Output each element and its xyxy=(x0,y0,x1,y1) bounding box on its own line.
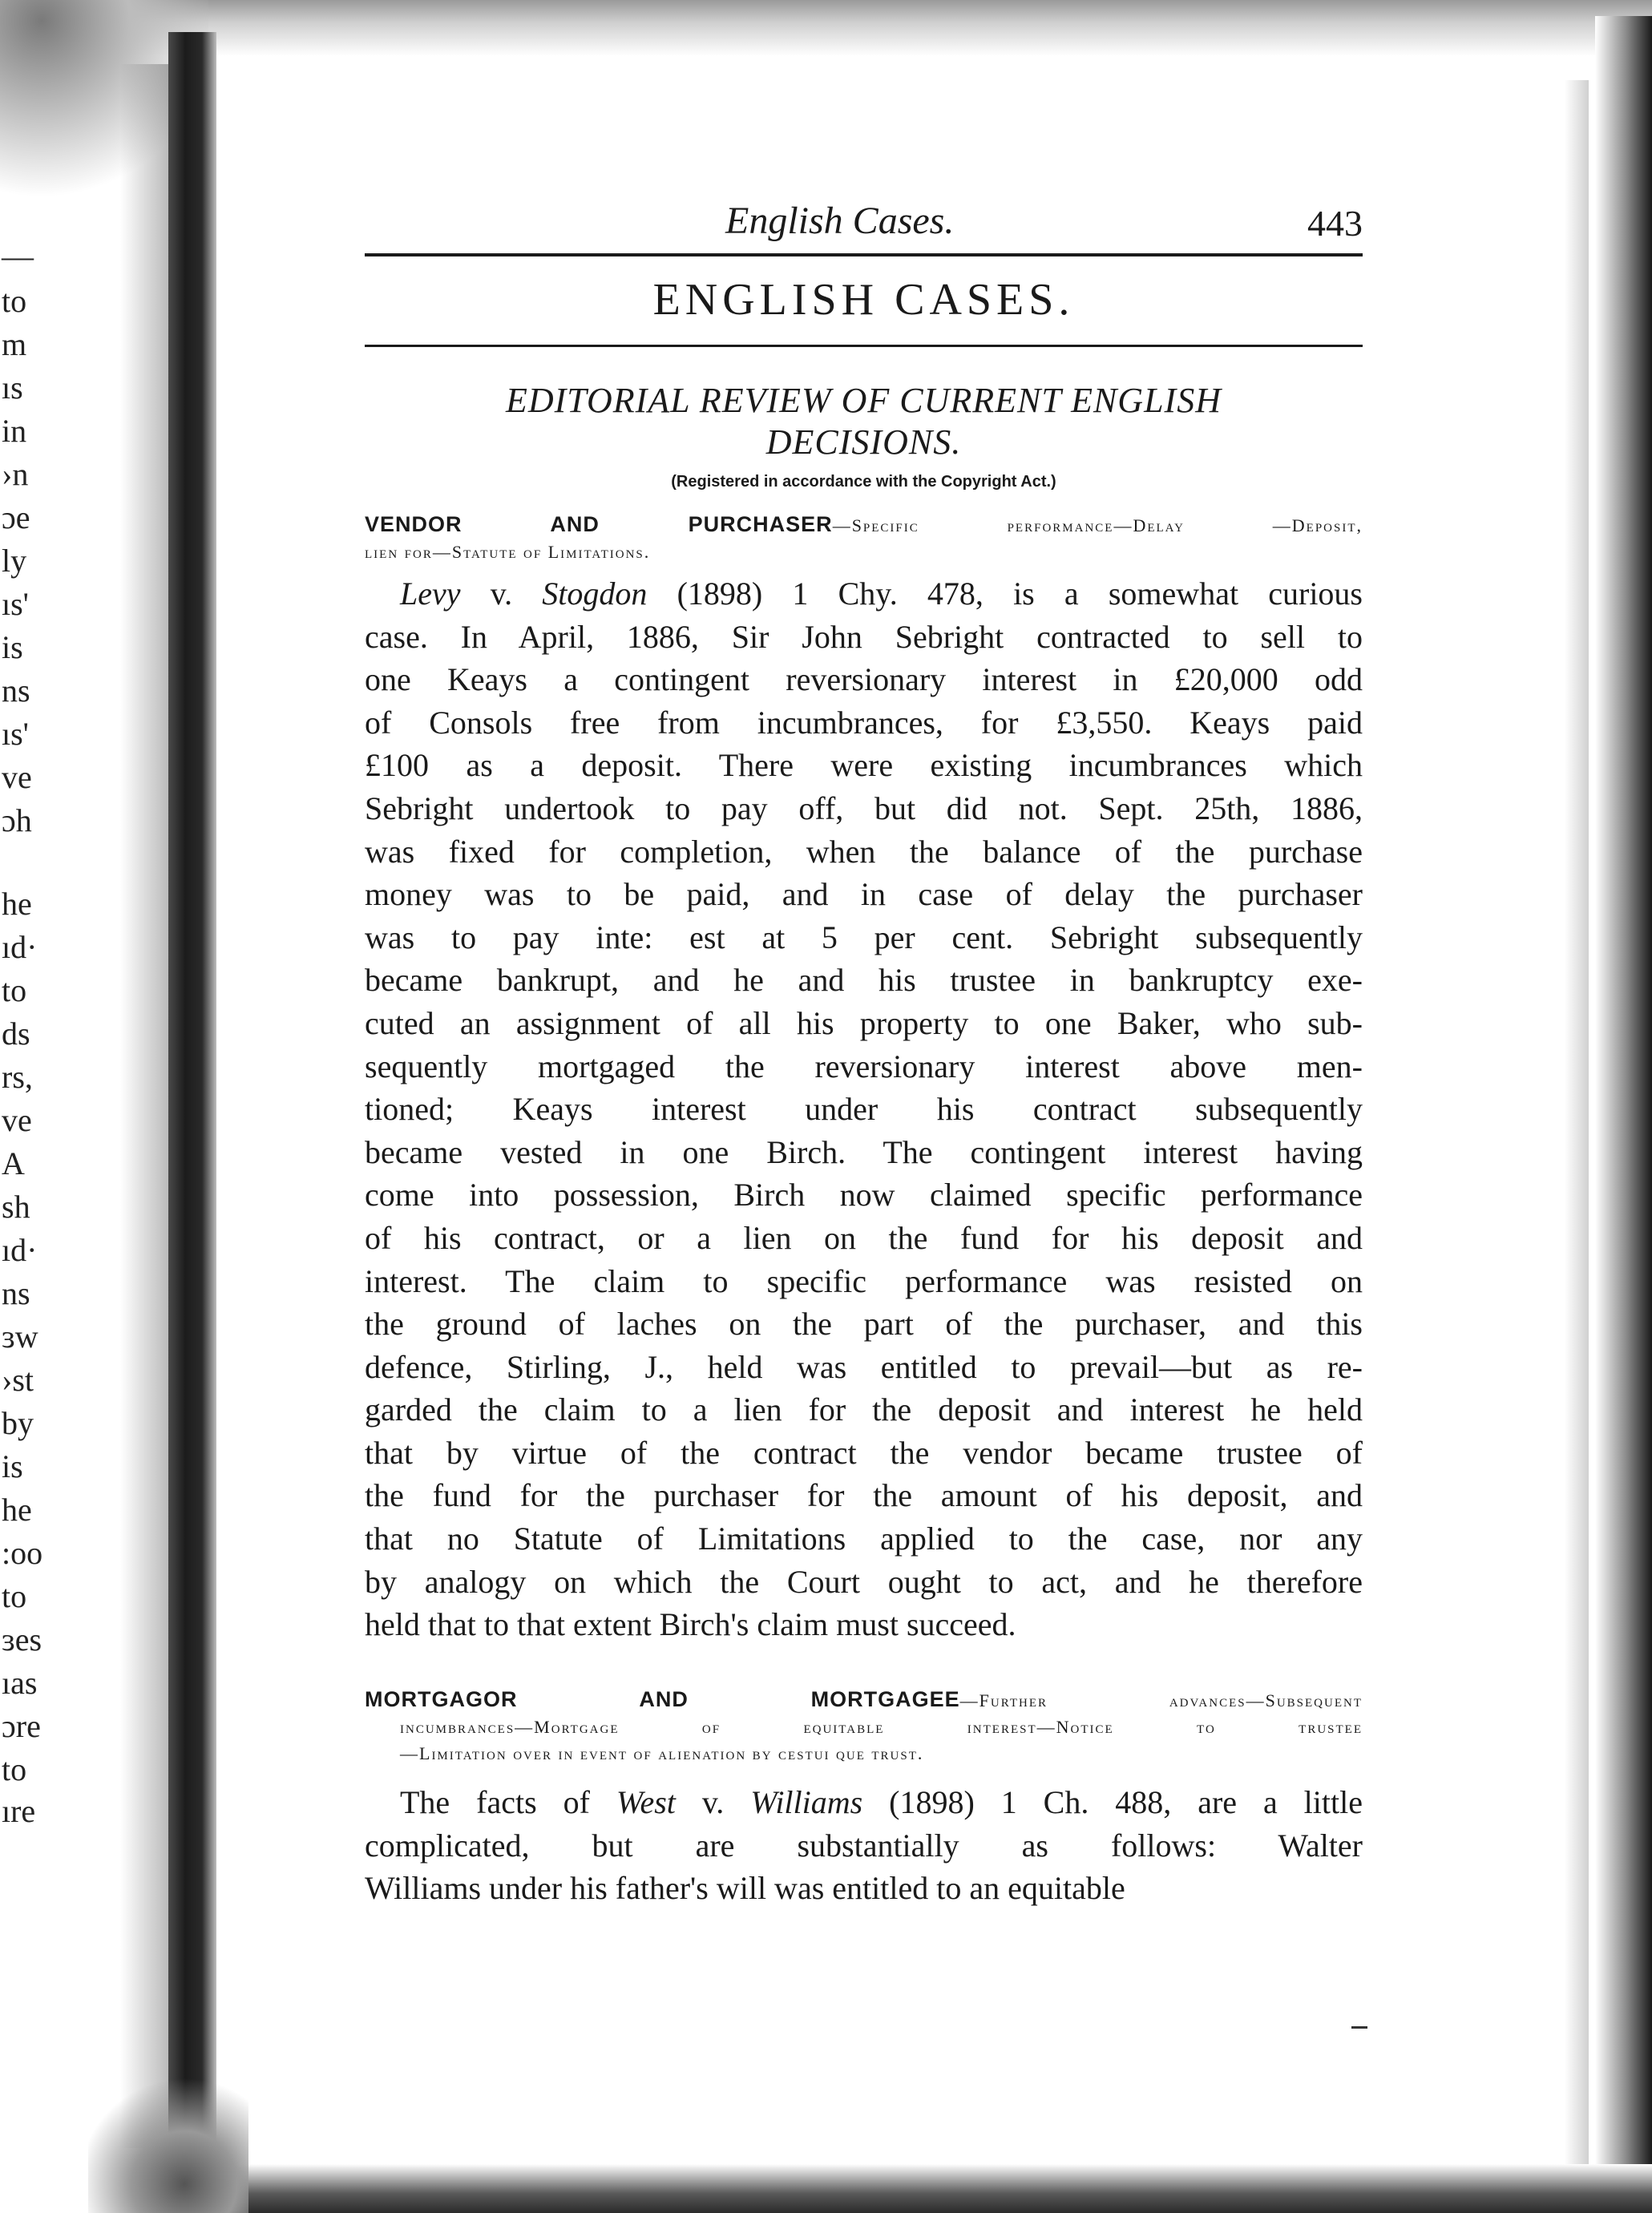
facing-page-fragment: to xyxy=(2,1751,27,1787)
text-run: of his contract, or a lien on the fund for his deposit and xyxy=(365,1219,1363,1256)
text-line xyxy=(365,744,1363,787)
facing-page-fragment: ıs' xyxy=(2,586,29,622)
text-line xyxy=(365,1045,1363,1088)
facing-page-fragment: rs, xyxy=(2,1059,33,1095)
running-title: English Cases. xyxy=(725,200,955,242)
text-line xyxy=(365,959,1363,1002)
facing-page-fragments xyxy=(0,0,96,2213)
case-name: Levy xyxy=(400,575,461,612)
text-line xyxy=(365,1603,1363,1646)
text-run: (1898) 1 Chy. 478, is a somewhat curious xyxy=(647,575,1363,612)
subtitle-line-1: EDITORIAL REVIEW OF CURRENT ENGLISH xyxy=(506,381,1222,420)
text-line xyxy=(365,1088,1363,1131)
header-rule xyxy=(365,253,1363,256)
facing-page-fragment: ɔe xyxy=(2,499,30,535)
facing-page-fragment: sh xyxy=(2,1189,30,1225)
case-heading-topics: —Specific performance—Delay —Deposit, xyxy=(832,515,1363,535)
case-name: West xyxy=(616,1784,676,1820)
facing-page-fragment: he xyxy=(2,1492,32,1528)
case-heading-topics: lien for—Statute of Limitations. xyxy=(365,542,651,562)
facing-page-fragment: :oo xyxy=(2,1535,43,1571)
facing-page-fragment: ıre xyxy=(2,1793,36,1829)
case-heading-vendor-purchaser xyxy=(365,511,1363,565)
text-run: defence, Stirling, J., held was entitled to prevail—but as re- xyxy=(365,1348,1363,1385)
text-line xyxy=(365,616,1363,659)
text-run: sequently mortgaged the reversionary interest above men- xyxy=(365,1048,1363,1084)
text-line xyxy=(365,1173,1363,1217)
text-run: money was to be paid, and in case of delay the purchaser xyxy=(365,876,1363,913)
case-heading-topics: —Further advances—Subsequent xyxy=(959,1690,1363,1710)
text-line xyxy=(365,1781,1363,1824)
running-head xyxy=(365,199,1363,255)
book-binding-gutter xyxy=(168,32,216,2196)
facing-page-fragment: ıas xyxy=(2,1665,38,1701)
facing-page-fragment: ›st xyxy=(2,1362,34,1398)
case-heading-line xyxy=(365,1740,1363,1767)
text-line xyxy=(365,1260,1363,1303)
facing-page-fragment: by xyxy=(2,1405,34,1441)
text-run: the fund for the purchaser for the amount of his deposit, and xyxy=(365,1477,1363,1514)
copyright-note: (Registered in accordance with the Copyright Act.) xyxy=(671,473,1056,491)
text-run: by analogy on which the Court ought to act, and he therefore xyxy=(365,1563,1363,1600)
text-run: complicated, but are substantially as follows: Walter xyxy=(365,1827,1363,1864)
text-line xyxy=(365,1302,1363,1346)
text-run: the ground of laches on the part of the purchaser, and this xyxy=(365,1306,1363,1343)
document-page xyxy=(365,0,1363,2213)
facing-page-fragment: ɔre xyxy=(2,1708,41,1744)
text-run: cuted an assignment of all his property to one Baker, who sub- xyxy=(365,1004,1363,1041)
facing-page-fragment: ıs' xyxy=(2,716,29,752)
scan-bottom-smudge xyxy=(88,2068,248,2213)
text-line xyxy=(365,1432,1363,1475)
case-heading-line xyxy=(365,1686,1363,1714)
facing-page-fragment: ıs xyxy=(2,370,23,406)
facing-page-fragment: ›n xyxy=(2,456,29,492)
page-number: 443 xyxy=(1307,203,1363,244)
text-run: come into possession, Birch now claimed specific performance xyxy=(365,1177,1363,1214)
text-run: tioned; Keays interest under his contract subsequently xyxy=(365,1091,1363,1128)
facing-page-fragment: ve xyxy=(2,1102,32,1138)
facing-page-fragment: ıd· xyxy=(2,929,38,965)
facing-page-fragment: m xyxy=(2,326,27,362)
facing-page-fragment: A xyxy=(2,1145,25,1181)
text-line xyxy=(365,1867,1363,1910)
facing-page-fragment: ds xyxy=(2,1016,30,1052)
text-run: Sebright undertook to pay off, but did not. Sept. 25th, 1886, xyxy=(365,789,1363,826)
text-line xyxy=(365,1388,1363,1432)
text-line xyxy=(365,787,1363,830)
text-line xyxy=(365,1217,1363,1260)
facing-page-fragment: ns xyxy=(2,1275,30,1311)
text-line xyxy=(365,1561,1363,1604)
facing-page-fragment: ıd· xyxy=(2,1232,38,1268)
facing-page-fragment: ɔh xyxy=(2,802,32,838)
facing-page-fragment: ɜw xyxy=(2,1319,38,1355)
facing-page-fragment: ve xyxy=(2,759,32,795)
text-run: held that to that extent Birch's claim must succeed. xyxy=(365,1606,1016,1643)
subtitle-line-2: DECISIONS. xyxy=(765,422,962,462)
case-heading-topics: —Limitation over in event of alienation by cestui que trust. xyxy=(400,1743,924,1763)
case-name: Stogdon xyxy=(542,575,648,612)
text-run: (1898) 1 Ch. 488, are a little xyxy=(862,1784,1363,1820)
text-run: that no Statute of Limitations applied to the case, nor any xyxy=(365,1520,1363,1557)
text-line xyxy=(365,701,1363,745)
text-run: £100 as a deposit. There were existing incumbrances which xyxy=(365,747,1363,784)
facing-page-fragment: is xyxy=(2,1448,23,1484)
text-run: of Consols free from incumbrances, for £3,550. Keays paid xyxy=(365,704,1363,741)
facing-page-fragment: to xyxy=(2,283,27,319)
text-run: v. xyxy=(460,575,543,612)
text-line xyxy=(365,1474,1363,1517)
text-line xyxy=(365,572,1363,616)
margin-dash xyxy=(1351,2026,1367,2029)
section-title: ENGLISH CASES. xyxy=(652,275,1075,325)
text-line xyxy=(365,1517,1363,1561)
text-line xyxy=(365,916,1363,959)
facing-page-fragment: he xyxy=(2,886,32,922)
case-heading-line xyxy=(365,539,1363,565)
case-heading-line xyxy=(365,511,1363,539)
case-heading-bold: MORTGAGOR AND MORTGAGEE xyxy=(365,1687,960,1711)
text-run: The facts of xyxy=(400,1784,616,1820)
text-line xyxy=(365,1002,1363,1045)
binding-shadow xyxy=(120,64,168,2148)
text-line xyxy=(365,873,1363,916)
scan-right-edge xyxy=(1595,16,1652,2213)
case-paragraph-levy-v-stogdon xyxy=(365,572,1363,1646)
facing-page-fragment: to xyxy=(2,1578,27,1614)
text-line xyxy=(365,1346,1363,1389)
case-heading-bold: VENDOR AND PURCHASER xyxy=(365,512,833,536)
text-line xyxy=(365,1131,1363,1174)
text-line xyxy=(365,1824,1363,1868)
title-rule xyxy=(365,345,1363,347)
text-run: one Keays a contingent reversionary interest in £20,000 odd xyxy=(365,661,1363,698)
facing-page-fragment: — xyxy=(2,238,34,274)
facing-page-fragment: ns xyxy=(2,672,30,709)
case-heading-topics: incumbrances—Mortgage of equitable interest—Notice to trustee xyxy=(400,1717,1363,1737)
text-run: became vested in one Birch. The contingent interest having xyxy=(365,1133,1363,1170)
text-run: was to pay inte: est at 5 per cent. Sebright subsequently xyxy=(365,919,1363,955)
text-run: Williams under his father's will was entitled to an equitable xyxy=(365,1870,1125,1907)
facing-page-fragment: ɜes xyxy=(2,1621,42,1658)
text-run: that by virtue of the contract the vendor became trustee of xyxy=(365,1434,1363,1471)
scan-right-shadow xyxy=(1565,80,1589,2180)
text-run: v. xyxy=(675,1784,751,1820)
facing-page-fragment: is xyxy=(2,629,23,665)
text-run: interest. The claim to specific performance was resisted on xyxy=(365,1262,1363,1299)
text-run: became bankrupt, and he and his trustee in bankruptcy exe- xyxy=(365,962,1363,999)
text-run: garded the claim to a lien for the deposit and interest he held xyxy=(365,1391,1363,1428)
case-heading-mortgagor-mortgagee xyxy=(365,1686,1363,1767)
text-line xyxy=(365,658,1363,701)
facing-page-fragment: ly xyxy=(2,543,27,579)
text-run: was fixed for completion, when the balance of the purchase xyxy=(365,833,1363,870)
case-heading-line xyxy=(365,1714,1363,1740)
text-line xyxy=(365,830,1363,874)
facing-page-fragment: in xyxy=(2,413,27,449)
facing-page-fragment: to xyxy=(2,972,27,1008)
case-paragraph-west-v-williams xyxy=(365,1781,1363,1910)
case-name: Williams xyxy=(750,1784,863,1820)
text-run: case. In April, 1886, Sir John Sebright contracted to sell to xyxy=(365,618,1363,655)
